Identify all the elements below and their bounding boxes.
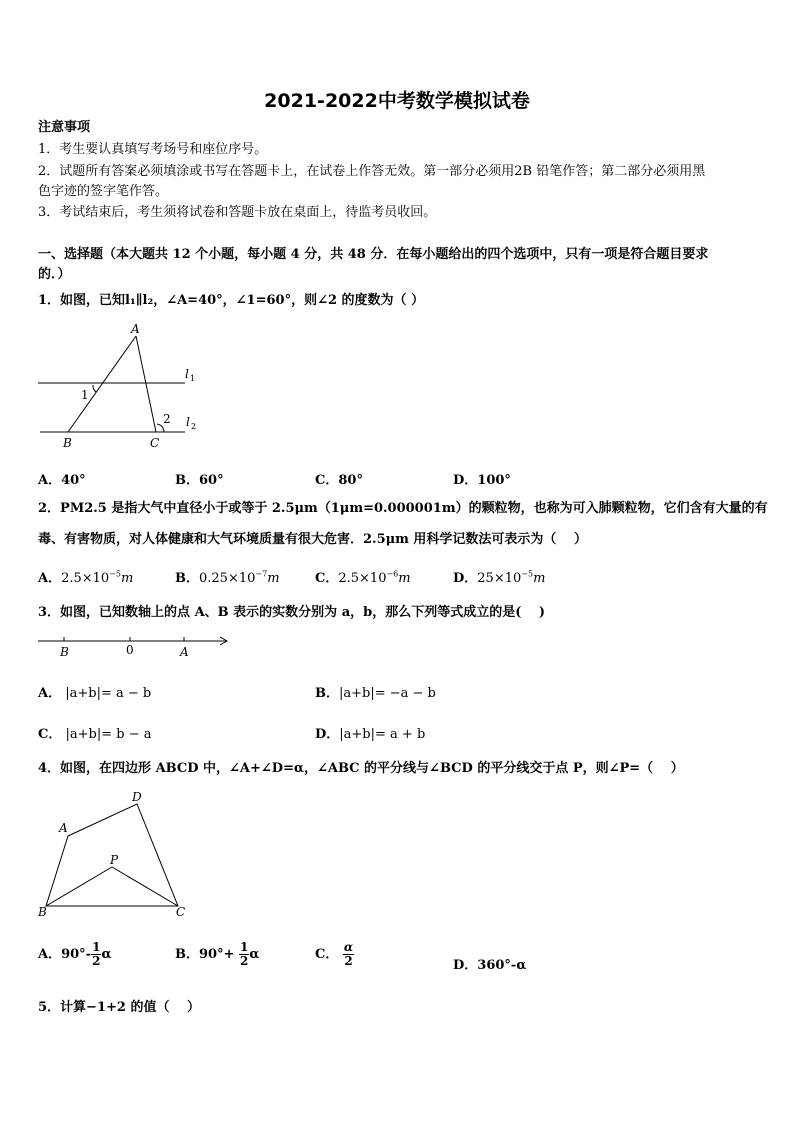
question-2-stem: 2．PM2.5 是指大气中直径小于或等于 2.5μm（1μm=0.000001m）的颗粒物，也称为可入肺颗粒物，它们含有大量的有	[38, 501, 768, 516]
label-b: B	[38, 905, 47, 919]
bisector-cp	[112, 867, 178, 906]
label-zero: 0	[126, 643, 134, 657]
question-2-stem-cont: 毒、有害物质，对人体健康和大气环境质量有很大危害．2.5μm 用科学记数法可表示为（ ）	[38, 532, 587, 547]
q3-option-c: C． |a+b|= b − a	[38, 727, 152, 742]
q2-option-d: D．$25\times 10^{-5}m$	[453, 569, 546, 586]
label-c: C	[150, 436, 160, 450]
label-c: C	[176, 905, 186, 919]
q3-option-a: A． |a+b|= a − b	[38, 686, 152, 701]
question-5-stem: 5．计算−1+2 的值（ ）	[38, 1000, 200, 1015]
label-l1-sub: 1	[190, 374, 196, 383]
q2-option-c: C．$2.5\times 10^{-6}m$	[315, 569, 411, 586]
notice-item-3: 3．考试结束后，考生须将试卷和答题卡放在桌面上，待监考员收回。	[38, 205, 437, 220]
q1-option-b: B．60°	[175, 473, 224, 488]
label-a: A	[180, 645, 189, 659]
page-title: 2021-2022中考数学模拟试卷	[264, 90, 530, 112]
q1-option-c: C．80°	[315, 473, 363, 488]
notice-item-2: 2．试题所有答案必须填涂或书写在答题卡上，在试卷上作答无效。第一部分必须用2B 铅笔作答；第二部分必须用黑	[38, 164, 706, 179]
q2-option-b: B．$0.25\times 10^{-7}m$	[175, 569, 280, 586]
notice-heading: 注意事项	[38, 120, 91, 135]
label-p: P	[110, 853, 119, 867]
question-4-stem: 4．如图，在四边形 ABCD 中，∠A+∠D=α，∠ABC 的平分线与∠BCD 的平分线交于点 P，则∠P=（ ）	[38, 761, 684, 776]
q1-option-a: A．40°	[38, 473, 86, 488]
q3-option-d: D．|a+b|= a + b	[315, 727, 426, 742]
question-3-stem: 3．如图，已知数轴上的点 A、B 表示的实数分别为 a，b，那么下列等式成立的是( )	[38, 605, 546, 620]
section-header: 一、选择题（本大题共 12 个小题，每小题 4 分，共 48 分．在每小题给出的四个选项中，只有一项是符合题目要求	[38, 247, 709, 262]
q4-option-d: D．360°-α	[453, 958, 527, 973]
q1-option-d: D．100°	[453, 473, 511, 488]
label-d: D	[132, 790, 142, 804]
label-a: A	[131, 322, 140, 336]
label-b: B	[60, 645, 69, 659]
question-1-stem: 1．如图，已知l₁∥l₂，∠A=40°，∠1=60°，则∠2 的度数为（ ）	[38, 293, 425, 308]
q4-option-c: C． $\frac{\alpha}{2}$	[315, 940, 354, 968]
label-b: B	[63, 436, 72, 450]
label-angle-2: 2	[163, 412, 171, 426]
notice-item-2-cont: 色字迹的签字笔作答。	[38, 184, 169, 199]
section-header-cont: 的．）	[38, 267, 71, 282]
label-a: A	[59, 821, 68, 835]
label-l2-sub: 2	[191, 422, 197, 431]
label-l2: l	[186, 415, 190, 429]
q4-option-b: B．90°+ $\frac{1}{2}$ α	[175, 940, 260, 968]
label-l1: l	[185, 367, 189, 381]
notice-item-1: 1．考生要认真填写考场号和座位序号。	[38, 142, 268, 157]
q4-option-a: A．90°- $\frac{1}{2}$ α	[38, 940, 112, 968]
q3-option-b: B．|a+b|= −a − b	[315, 686, 436, 701]
label-angle-1: 1	[81, 388, 89, 402]
q2-option-a: A．$2.5\times 10^{-5}m$	[38, 569, 134, 586]
